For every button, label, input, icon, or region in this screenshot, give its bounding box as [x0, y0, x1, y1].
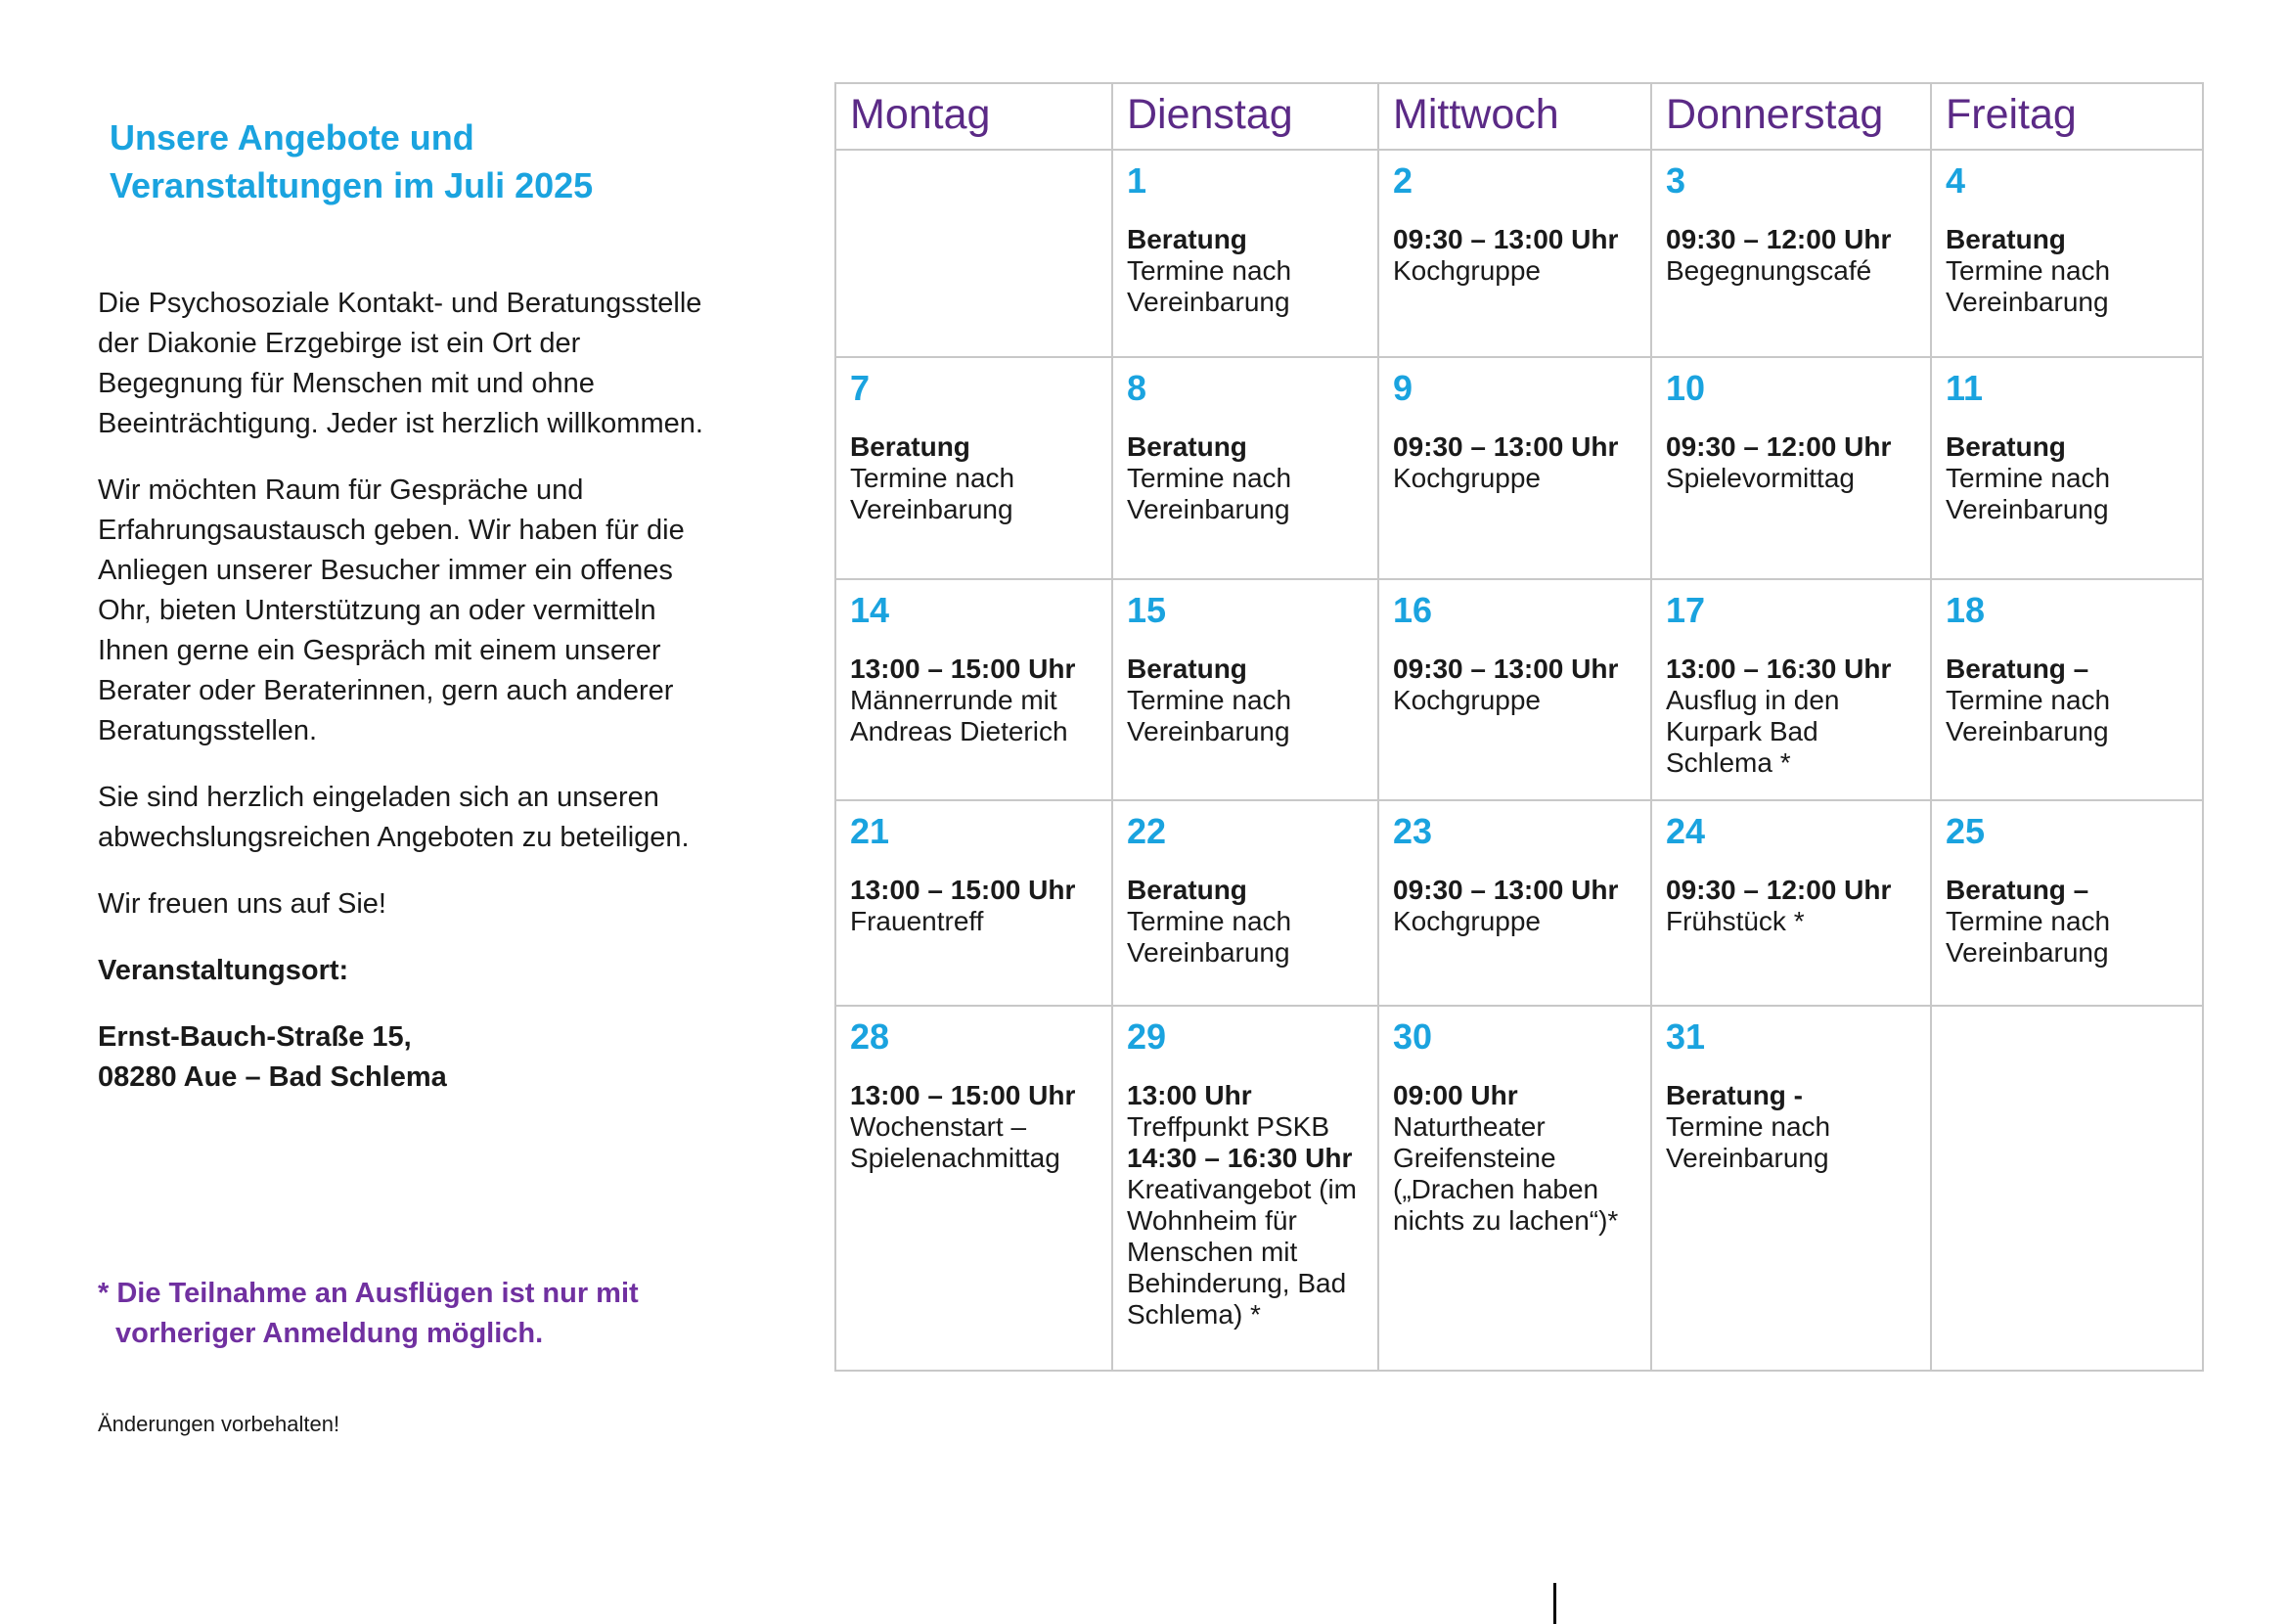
address-line-2: 08280 Aue – Bad Schlema [98, 1061, 447, 1093]
calendar-day-cell [1378, 357, 1651, 579]
calendar-day-cell [1931, 579, 2203, 800]
calendar-day-cell [1112, 579, 1378, 800]
event-time: 09:30 – 12:00 Uhr [1666, 431, 1892, 462]
weekday-header: Montag [835, 83, 1112, 150]
event-time: 14:30 – 16:30 Uhr [1127, 1143, 1353, 1173]
event-description: Kreativangebot (im Wohnheim für Menschen mit Behinderung, Bad Schlema) * [1127, 1174, 1358, 1330]
day-number: 7 [850, 368, 871, 408]
event-description: Termine nach Vereinbarung [1946, 255, 2111, 317]
event-description: Spielevormittag [1666, 463, 1855, 493]
event-time: Beratung – [1946, 654, 2089, 684]
calendar-day-cell [1651, 150, 1931, 357]
address-line-1: Ernst-Bauch-Straße 15, [98, 1021, 412, 1053]
weekday-header: Donnerstag [1651, 83, 1931, 150]
event-time: 13:00 – 15:00 Uhr [850, 654, 1076, 684]
calendar-day-cell [835, 579, 1112, 800]
note-line-2: vorheriger Anmeldung möglich. [115, 1318, 544, 1349]
event-description: Termine nach Vereinbarung [1946, 463, 2111, 524]
calendar-day-cell [1651, 357, 1931, 579]
weekday-header: Freitag [1931, 83, 2203, 150]
event-time: 13:00 Uhr [1127, 1080, 1252, 1110]
calendar-day-cell [835, 1006, 1112, 1371]
day-number: 24 [1666, 811, 1706, 851]
event-description: Kochgruppe [1393, 463, 1542, 493]
intro-section [98, 284, 724, 1124]
event-description: Begegnungscafé [1666, 255, 1872, 286]
event-description: Männerrunde mit Andreas Dieterich [850, 685, 1068, 746]
calendar-day-cell [1378, 150, 1651, 357]
calendar-week-row [835, 800, 2203, 1006]
event-description: Wochenstart – Spielenachmittag [850, 1111, 1060, 1173]
calendar-table [834, 82, 2204, 1372]
event-time: 09:00 Uhr [1393, 1080, 1518, 1110]
event-time: 13:00 – 15:00 Uhr [850, 875, 1076, 905]
day-number: 10 [1666, 368, 1706, 408]
event-time: 13:00 – 16:30 Uhr [1666, 654, 1892, 684]
day-number: 23 [1393, 811, 1433, 851]
event-time: Beratung [1946, 224, 2066, 254]
event-description: Termine nach Vereinbarung [1946, 685, 2111, 746]
page-title [110, 113, 716, 209]
event-time: Beratung – [1946, 875, 2089, 905]
event-time: 09:30 – 12:00 Uhr [1666, 875, 1892, 905]
calendar-week-row [835, 150, 2203, 357]
calendar-day-cell [1112, 800, 1378, 1006]
venue-address [98, 1017, 724, 1098]
calendar-body [835, 150, 2203, 1371]
weekday-header: Mittwoch [1378, 83, 1651, 150]
changes-reserved-note: Änderungen vorbehalten! [98, 1412, 340, 1436]
day-number: 28 [850, 1016, 890, 1057]
day-number: 3 [1666, 160, 1686, 201]
calendar-day-cell [835, 800, 1112, 1006]
event-time: Beratung [1127, 224, 1247, 254]
calendar-day-cell [1931, 357, 2203, 579]
event-description: Frauentreff [850, 906, 984, 936]
event-description: Termine nach Vereinbarung [1666, 1111, 1831, 1173]
day-number: 21 [850, 811, 890, 851]
venue-label: Veranstaltungsort: [98, 955, 349, 986]
event-description: Termine nach Vereinbarung [1127, 685, 1292, 746]
title-line-1: Unsere Angebote und [110, 117, 474, 158]
day-number: 15 [1127, 590, 1167, 630]
calendar-week-row [835, 1006, 2203, 1371]
weekday-header: Dienstag [1112, 83, 1378, 150]
day-number: 9 [1393, 368, 1413, 408]
day-number [850, 160, 1098, 224]
intro-paragraph-4: Wir freuen uns auf Sie! [98, 888, 386, 920]
day-number: 4 [1946, 160, 1966, 201]
event-description: Termine nach Vereinbarung [850, 463, 1015, 524]
day-number: 17 [1666, 590, 1706, 630]
day-number: 8 [1127, 368, 1147, 408]
event-time: 09:30 – 12:00 Uhr [1666, 224, 1892, 254]
intro-paragraph-2: Wir möchten Raum für Gespräche und Erfahrungsaustausch geben. Wir haben für die Anliegen unserer Besucher immer ein offenes Ohr, bieten Unterstützung an oder vermitteln Ihnen gerne ein Gespräch mit einem unserer Berater oder Beraterinnen, gern auch anderer Beratungsstellen. [98, 474, 685, 746]
calendar-day-cell [1651, 800, 1931, 1006]
weekday-header-row [835, 83, 2203, 150]
calendar-day-cell [1378, 579, 1651, 800]
calendar-day-cell [1931, 150, 2203, 357]
event-description: Kochgruppe [1393, 906, 1542, 936]
calendar-day-cell [1112, 1006, 1378, 1371]
calendar-day-cell [835, 357, 1112, 579]
event-time: Beratung [850, 431, 970, 462]
event-time: Beratung [1127, 431, 1247, 462]
calendar-day-cell [1112, 357, 1378, 579]
event-time: Beratung [1946, 431, 2066, 462]
event-time: Beratung [1127, 654, 1247, 684]
event-description: Treffpunkt PSKB [1127, 1111, 1329, 1142]
event-description: Frühstück * [1666, 906, 1805, 936]
calendar-day-cell [835, 150, 1112, 357]
title-line-2: Veranstaltungen im Juli 2025 [110, 165, 594, 205]
calendar-day-cell [1931, 1006, 2203, 1371]
day-number: 18 [1946, 590, 1986, 630]
calendar-day-cell [1378, 1006, 1651, 1371]
event-time: 09:30 – 13:00 Uhr [1393, 875, 1619, 905]
day-number: 2 [1393, 160, 1413, 201]
calendar-week-row [835, 579, 2203, 800]
calendar-day-cell [1112, 150, 1378, 357]
event-time: Beratung [1127, 875, 1247, 905]
day-number: 29 [1127, 1016, 1167, 1057]
event-time: Beratung - [1666, 1080, 1803, 1110]
day-number: 31 [1666, 1016, 1706, 1057]
event-description: Naturtheater Greifensteine („Drachen haben nichts zu lachen“)* [1393, 1111, 1619, 1236]
day-number: 25 [1946, 811, 1986, 851]
day-number: 22 [1127, 811, 1167, 851]
calendar-day-cell [1651, 1006, 1931, 1371]
event-description: Kochgruppe [1393, 255, 1542, 286]
day-number: 11 [1946, 368, 1984, 408]
event-description: Termine nach Vereinbarung [1127, 463, 1292, 524]
event-description: Ausflug in den Kurpark Bad Schlema * [1666, 685, 1840, 778]
event-time: 09:30 – 13:00 Uhr [1393, 224, 1619, 254]
day-number: 1 [1127, 160, 1147, 201]
event-time: 09:30 – 13:00 Uhr [1393, 654, 1619, 684]
calendar-week-row [835, 357, 2203, 579]
intro-paragraph-1: Die Psychosoziale Kontakt- und Beratungsstelle der Diakonie Erzgebirge ist ein Ort der Begegnung für Menschen mit und ohne Beeinträchtigung. Jeder ist herzlich willkommen. [98, 288, 703, 439]
calendar-day-cell [1931, 800, 2203, 1006]
event-description: Termine nach Vereinbarung [1127, 906, 1292, 968]
event-description: Kochgruppe [1393, 685, 1542, 715]
intro-paragraph-3: Sie sind herzlich eingeladen sich an unseren abwechslungsreichen Angeboten zu beteiligen. [98, 782, 690, 853]
day-number: 30 [1393, 1016, 1433, 1057]
event-description: Termine nach Vereinbarung [1946, 906, 2111, 968]
calendar-day-cell [1378, 800, 1651, 1006]
registration-note [98, 1274, 724, 1354]
event-description: Termine nach Vereinbarung [1127, 255, 1292, 317]
event-time: 13:00 – 15:00 Uhr [850, 1080, 1076, 1110]
note-line-1: * Die Teilnahme an Ausflügen ist nur mit [98, 1278, 639, 1309]
calendar-day-cell [1651, 579, 1931, 800]
day-number: 14 [850, 590, 890, 630]
event-time: 09:30 – 13:00 Uhr [1393, 431, 1619, 462]
day-number: 16 [1393, 590, 1433, 630]
day-number [1946, 1016, 2188, 1080]
